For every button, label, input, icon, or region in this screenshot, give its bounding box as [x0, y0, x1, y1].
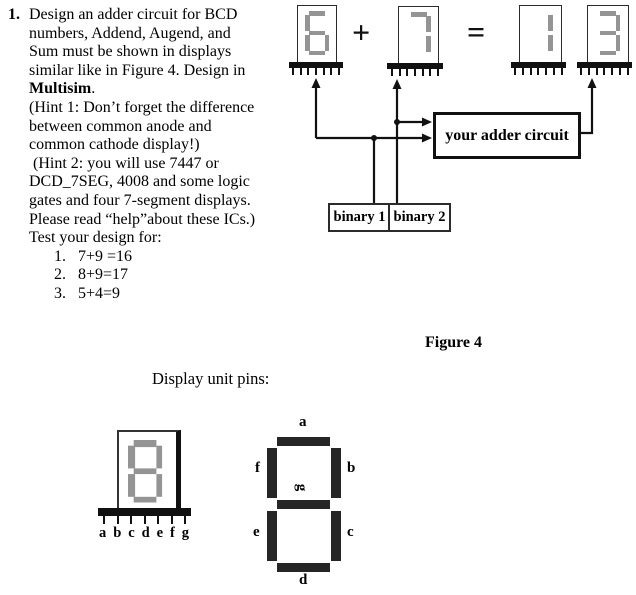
binary2-label: binary 2	[393, 209, 446, 225]
pin-tick	[596, 68, 598, 75]
pin-label-g: g	[181, 525, 189, 541]
segment-label-c: c	[347, 524, 354, 540]
pin-tick	[130, 516, 132, 524]
problem-number: 1.	[8, 6, 20, 23]
seg-d	[309, 51, 325, 56]
period: .	[91, 80, 96, 98]
seg-g	[309, 31, 325, 36]
seg-a	[309, 11, 325, 16]
pin-tick	[171, 516, 173, 524]
test-number: 2.	[54, 266, 66, 284]
seven-segment-digit	[596, 11, 620, 55]
adder-circuit-box	[433, 112, 581, 159]
segment-label-d: d	[299, 572, 308, 588]
pin-tick	[627, 68, 629, 75]
seg-a	[411, 12, 427, 17]
pin-tick	[619, 68, 621, 75]
seg-f	[128, 445, 134, 468]
seven-segment-digit	[529, 11, 553, 55]
segment-g-bar	[277, 500, 330, 509]
seg-c	[156, 474, 162, 497]
seg-c	[426, 36, 431, 52]
problem-statement	[6, 6, 274, 304]
test-case	[29, 266, 274, 285]
seven-segment-digit	[305, 11, 329, 55]
seg-c	[548, 35, 553, 51]
test-expression: 8+9=17	[78, 266, 129, 284]
segment-label-f: f	[255, 460, 260, 476]
pin-tick	[545, 68, 547, 75]
display-pins	[292, 68, 340, 75]
pin-tick	[391, 69, 393, 76]
test-number: 1.	[54, 247, 66, 265]
pin-tick	[157, 516, 159, 524]
seg-a	[600, 11, 616, 16]
seg-g	[600, 31, 616, 36]
pin-label-b: b	[113, 525, 122, 541]
problem-line: Please read “help”about these ICs.)	[29, 210, 256, 228]
pin-tick	[307, 68, 309, 75]
figure-caption: Figure 4	[425, 334, 483, 351]
test-number: 3.	[54, 284, 66, 302]
pin-tick	[429, 69, 431, 76]
pin-tick	[553, 68, 555, 75]
seg-f	[305, 15, 310, 31]
binary1-box	[328, 203, 391, 232]
pin-tick	[414, 69, 416, 76]
display-body	[398, 6, 439, 65]
test-expression: 5+4=9	[78, 284, 121, 302]
display-body	[519, 5, 562, 64]
binary1-label: binary 1	[333, 209, 386, 225]
pin-tick	[437, 69, 439, 76]
multisim-bold: Multisim	[29, 80, 92, 98]
problem-line: gates and four 7-segment displays.	[29, 191, 251, 209]
plus-sign: +	[352, 14, 371, 50]
pin-tick	[338, 68, 340, 75]
pin-tick	[580, 68, 582, 75]
seg-b	[616, 15, 621, 31]
pin-tick	[537, 68, 539, 75]
pin-tick	[603, 68, 605, 75]
pin-tick	[292, 68, 294, 75]
test-expression: 7+9 =16	[78, 247, 133, 265]
segment-label-b: b	[347, 460, 356, 476]
pins-section-heading: Display unit pins:	[152, 369, 270, 388]
segment-d-bar	[277, 563, 330, 572]
problem-line: between common anode and	[29, 117, 212, 135]
display-pins	[514, 68, 563, 75]
problem-line: (Hint 2: you will use 7447 or	[29, 154, 219, 172]
seg-g	[134, 468, 157, 474]
adder-circuit-label: your adder circuit	[445, 126, 569, 144]
seg-b	[426, 16, 431, 32]
display-body	[117, 430, 181, 513]
seg-d	[134, 496, 157, 502]
seg-c	[616, 35, 621, 51]
pin-tick	[406, 69, 408, 76]
seven-segment-digit	[128, 440, 162, 502]
segment-f-bar	[267, 448, 277, 498]
pin-tick	[315, 68, 317, 75]
seven-segment-digit	[407, 12, 431, 56]
problem-line: DCD_7SEG, 4008 and some logic	[29, 173, 250, 191]
pin-tick	[530, 68, 532, 75]
problem-line: Design an adder circuit for BCD	[29, 6, 238, 23]
pin-label-e: e	[156, 525, 164, 541]
display-body	[587, 5, 629, 64]
problem-line: Test your design for:	[29, 229, 162, 247]
test-case	[29, 248, 274, 267]
pin-tick	[514, 68, 516, 75]
pin-labels	[99, 525, 189, 542]
segment-e-bar	[267, 511, 277, 561]
pin-tick	[323, 68, 325, 75]
pin-tick	[184, 516, 186, 524]
problem-line: (Hint 1: Don’t forget the difference	[29, 98, 255, 116]
pin-tick	[588, 68, 590, 75]
pin-tick	[422, 69, 424, 76]
test-case	[29, 285, 274, 304]
segment-b-bar	[331, 448, 341, 498]
pin-tick	[611, 68, 613, 75]
problem-line: common cathode display!)	[29, 136, 200, 154]
pin-tick	[117, 516, 119, 524]
problem-line	[29, 80, 274, 99]
seg-b	[548, 15, 553, 31]
equals-sign: =	[467, 14, 486, 50]
segment-c-bar	[331, 511, 341, 561]
pin-tick	[103, 516, 105, 524]
seg-e	[305, 35, 310, 51]
pin-tick	[522, 68, 524, 75]
seg-d	[600, 51, 616, 56]
binary2-box	[388, 203, 451, 232]
segment-label-e: e	[253, 524, 260, 540]
pin-tick	[144, 516, 146, 524]
segment-label-g: g	[293, 483, 310, 492]
seg-c	[325, 35, 330, 51]
segment-a-bar	[277, 437, 330, 446]
seg-e	[128, 474, 134, 497]
display-pins	[103, 516, 186, 524]
pin-tick	[300, 68, 302, 75]
problem-body	[29, 6, 274, 304]
display-pins	[391, 69, 439, 76]
pin-tick	[561, 68, 563, 75]
pin-label-f: f	[169, 525, 175, 541]
display-body	[297, 5, 337, 64]
seg-a	[134, 440, 157, 446]
seg-b	[156, 445, 162, 468]
problem-line: Sum must be shown in displays	[29, 43, 232, 61]
pin-tick	[399, 69, 401, 76]
problem-line: numbers, Addend, Augend, and	[29, 24, 231, 42]
pin-tick	[330, 68, 332, 75]
display-base-bar	[98, 508, 191, 516]
pin-label-d: d	[141, 525, 150, 541]
problem-line: similar like in Figure 4. Design in	[29, 61, 246, 79]
pin-label-a: a	[99, 525, 107, 541]
pin-label-c: c	[128, 525, 135, 541]
segment-label-a: a	[299, 414, 307, 430]
display-pins	[580, 68, 629, 75]
